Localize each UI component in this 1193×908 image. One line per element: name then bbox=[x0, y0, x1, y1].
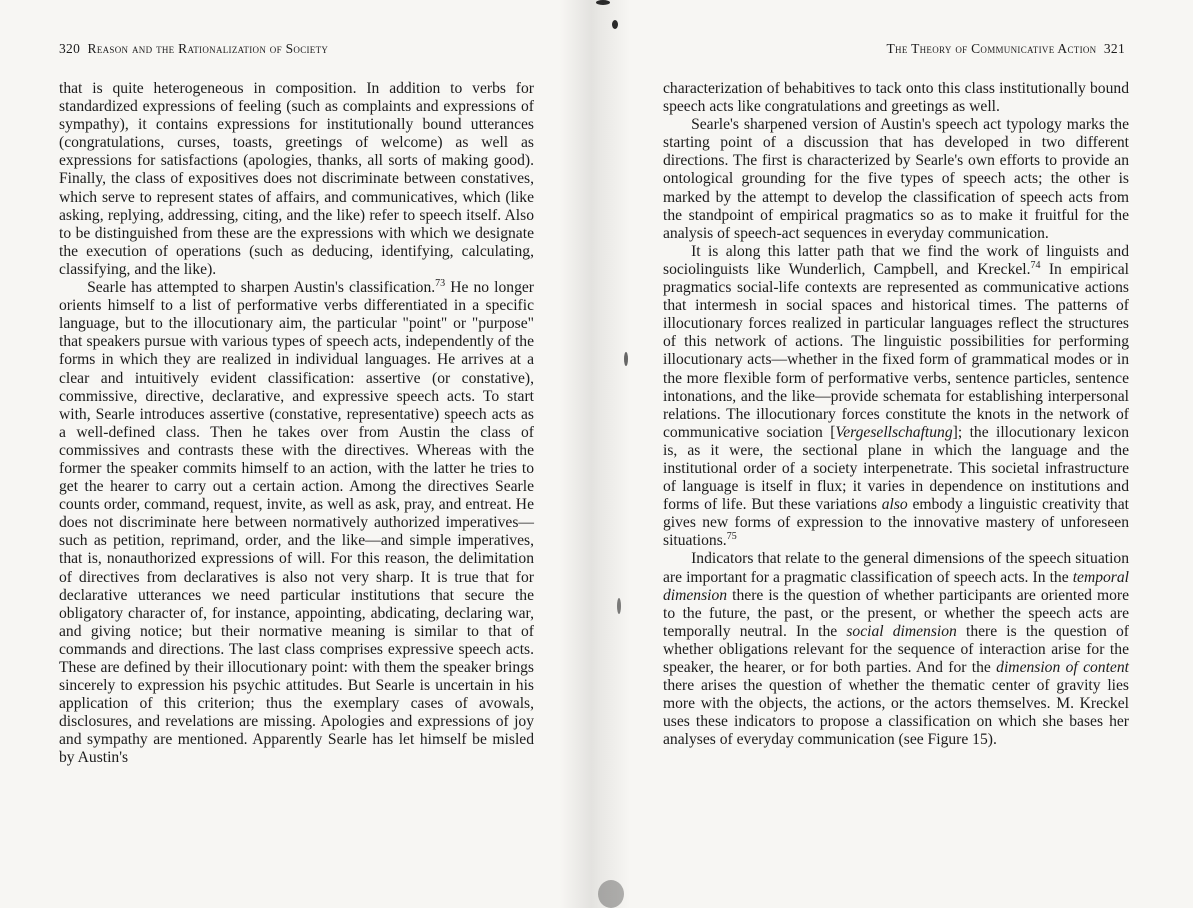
left-page-number: 320 bbox=[59, 41, 81, 56]
paragraph bbox=[663, 80, 1129, 116]
right-page-body bbox=[663, 80, 1129, 749]
emphasis-text: Vergesellschaftung bbox=[835, 423, 953, 441]
ink-speck bbox=[598, 880, 624, 908]
left-running-head: Reason and the Rationalization of Society bbox=[87, 41, 329, 56]
footnote-ref: 73 bbox=[435, 277, 446, 289]
emphasis-text: social dimension bbox=[846, 622, 957, 640]
ink-speck bbox=[617, 598, 621, 614]
text-run: He no longer orients himself to a list of performative verbs differentiated in a specific language, but to the illocutionary aim, the particular "point" or "purpose" that speakers pursue with various types of speech acts, independently of the forms in which they are realized in individual languages. He arrives at a clear and intuitively evident classification: assertive (or constative), commissive, directive, declarative, and expressive speech acts. To start with, Searle introduces assertive (constative, representative) speech acts as a well-defined class. Then he takes over from Austin the class of commissives and contrasts these with the directives. Whereas with the former the speaker commits himself to an action, with the latter he tries to get the hearer to carry out a certain action. Among the directives Searle counts order, command, request, invite, as well as ask, pray, and entreat. He does not discriminate here between normatively authorized imperatives—such as petition, reprimand, order, and the like—and simple imperatives, that is, nonauthorized expressions of will. For this reason, the delimitation of directives from declaratives is also not very sharp. It is true that for declarative utterances we need particular institutions that secure the obligatory character of, for instance, appointing, abdicating, declaring war, and giving notice; but their normative meaning is similar to that of commands and directions. The last class comprises expressive speech acts. These are defined by their illocutionary point: with them the speaker brings sincerely to expression his psychic attitudes. But Searle is uncertain in his application of this criterion; thus the exemplary cases of avowals, disclosures, and revelations are missing. Apologies and expressions of joy and sympathy are mentioned. Apparently Searle has let himself be misled by Austin's bbox=[59, 279, 534, 767]
text-run: there is the question of whether obligations relevant for the sequence of interaction arise for the speaker, the hearer, or for both parties. And for the bbox=[663, 622, 1129, 676]
text-run: embody a linguistic creativity that gives new forms of expression to the innovative mastery of unforeseen situations. bbox=[663, 496, 1129, 550]
emphasis-text: temporal dimension bbox=[663, 568, 1129, 604]
paragraph bbox=[663, 550, 1129, 749]
footnote-ref: 75 bbox=[726, 531, 737, 543]
paragraph bbox=[663, 116, 1129, 243]
book-gutter bbox=[560, 0, 630, 908]
text-run: In empirical pragmatics social-life contexts are represented as communicative actions that intermesh in social spaces and historical times. The patterns of illocutionary forces realized in particular languages reflect the structures of this network of actions. The linguistic possibilities for performing illocutionary acts—whether in the fixed form of grammatical modes or in the more flexible form of performative verbs, sentence particles, sentence intonations, and the like—provide schemata for establishing interpersonal relations. The illocutionary forces constitute the knots in the network of communicative sociation [ bbox=[663, 260, 1129, 441]
text-run: Searle's sharpened version of Austin's speech act typology marks the starting point of a discussion that has developed in two different directions. The first is characterized by Searle's own efforts to provide an ontological grounding for the five types of speech acts; the other is marked by the attempt to develop the classification of speech acts from the standpoint of empirical pragmatics so as to make it fruitful for the analysis of speech-act sequences in everyday communication. bbox=[663, 116, 1129, 242]
text-run: Indicators that relate to the general dimensions of the speech situation are important for a pragmatic classification of speech acts. In the bbox=[663, 550, 1129, 586]
footnote-ref: 74 bbox=[1030, 259, 1041, 271]
paragraph bbox=[59, 80, 534, 279]
text-run: Searle has attempted to sharpen Austin's classification. bbox=[87, 279, 436, 297]
left-page-body bbox=[59, 80, 534, 768]
right-page-header bbox=[887, 41, 1125, 57]
text-run: that is quite heterogeneous in composition. In addition to verbs for standardized expressions of feeling (such as complaints and expressions of sympathy), it contains expressions for institutionally bound utterances (congratulations, curses, toasts, greetings of welcome) as well as expressions for satisfactions (apologies, thanks, all sorts of making good). Finally, the class of expositives does not discriminate between constatives, which serve to represent states of affairs, and communicatives, which (like asking, replying, addressing, citing, and the like) refer to speech itself. Also to be distinguished from these are the expressions with which we designate the execution of operations (such as deducing, identifying, calculating, classifying, and the like). bbox=[59, 80, 534, 278]
ink-speck bbox=[612, 20, 618, 29]
text-run: there arises the question of whether the thematic center of gravity lies more with the objects, the actions, or the actors themselves. M. Kreckel uses these indicators to propose a classification on which she bases her analyses of everyday communication (see Figure 15). bbox=[663, 677, 1129, 749]
right-running-head: The Theory of Communicative Action bbox=[886, 41, 1097, 56]
right-page-number: 321 bbox=[1103, 41, 1125, 56]
emphasis-text: also bbox=[881, 496, 908, 514]
paragraph bbox=[59, 279, 534, 768]
text-run: ]; the illocutionary lexicon is, as it were, the sectional plane in which the language and the institutional order of a society interpenetrate. This societal infrastructure of language is itself in flux; it varies in dependence on institutions and forms of life. But these variations bbox=[663, 423, 1129, 514]
left-page-header bbox=[59, 41, 328, 57]
text-run: there is the question of whether participants are oriented more to the future, the past, or the present, or whether the speech acts are temporally neutral. In the bbox=[663, 586, 1129, 640]
paragraph bbox=[663, 243, 1129, 551]
ink-speck bbox=[624, 352, 628, 366]
text-run: It is along this latter path that we find the work of linguists and sociolinguists like Wunderlich, Campbell, and Kreckel. bbox=[663, 242, 1129, 278]
ink-speck bbox=[596, 0, 610, 5]
emphasis-text: dimension of content bbox=[996, 659, 1129, 676]
text-run: characterization of behabitives to tack onto this class institutionally bound speech acts like congratulations and greetings as well. bbox=[663, 80, 1129, 116]
